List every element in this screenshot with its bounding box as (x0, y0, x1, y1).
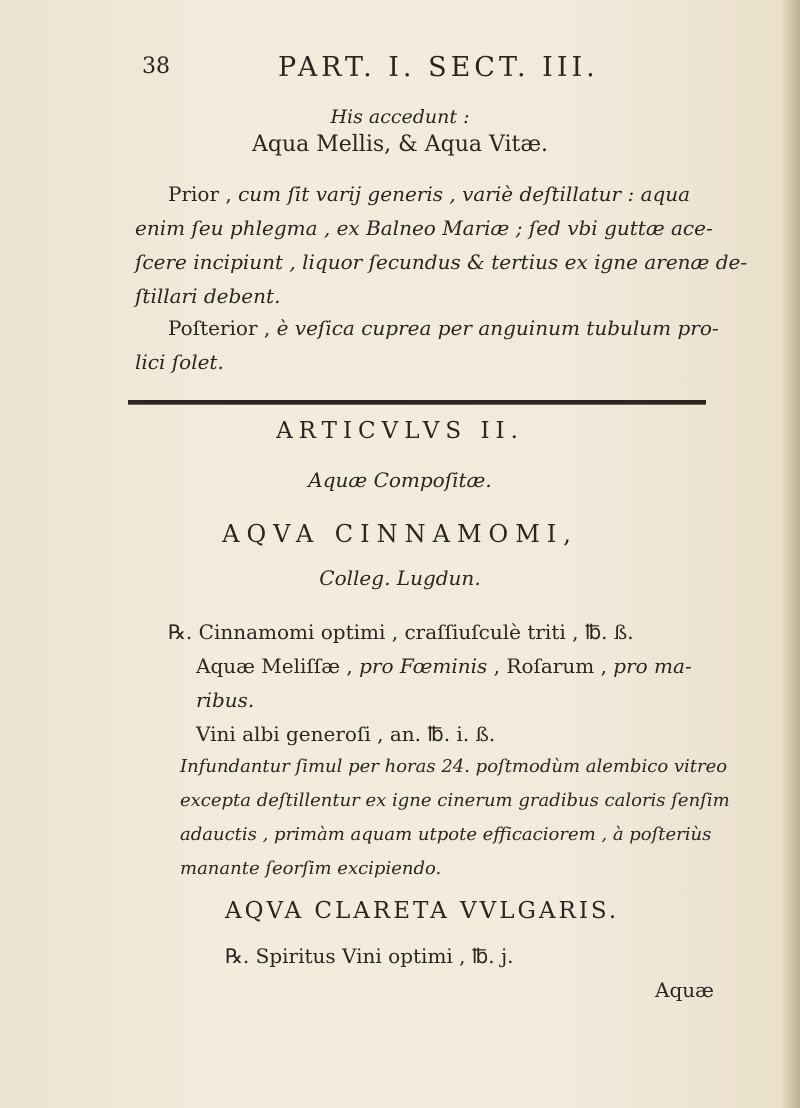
page-edge (782, 0, 800, 1108)
article-heading: ARTICVLVS II. (276, 418, 524, 444)
recipe2-line: ℞. Spiritus Vini optimi , ℔. j. (225, 944, 514, 968)
recipe-symbol: ℞. (168, 620, 193, 644)
subhead-aqua-mellis: Aqua Mellis, & Aqua Vitæ. (251, 132, 549, 157)
instruction-line-3: adauctis , primàm aquam utpote efficaciorem , à poſteriùs (180, 824, 712, 845)
posterior-line-2: lici ſolet. (135, 350, 224, 374)
recipe1-line-1: ℞. Cinnamomi optimi , craſſiuſculè triti , ℔. ß. (168, 620, 634, 644)
page-number: 38 (142, 54, 170, 79)
prior-line-2: enim ſeu phlegma , ex Balneo Mariæ ; ſed vbi guttæ ace- (135, 216, 713, 240)
posterior-line-1: Poſterior , è veſica cuprea per anguinum tubulum pro- (168, 316, 719, 340)
section-rule (128, 400, 706, 405)
prior-line-3: ſcere incipiunt , liquor ſecundus & tertius ex igne arenæ de- (135, 250, 748, 274)
intro-line: His accedunt : (330, 106, 470, 128)
prior-line-4: ſtillari debent. (135, 284, 281, 308)
recipe1-line-2: Aquæ Meliſſæ , pro Fœminis , Roſarum , pro ma- (196, 654, 692, 678)
article-subheading: Aquæ Compoſitæ. (308, 468, 492, 492)
recipe-symbol: ℞. (225, 944, 250, 968)
recipe-source: Colleg. Lugdun. (319, 566, 481, 590)
instruction-line-2: excepta deſtillentur ex igne cinerum gradibus caloris ſenſim (180, 790, 730, 811)
recipe1-line-3: ribus. (196, 688, 255, 712)
instruction-line-4: manante ſeorſim excipiendo. (180, 858, 442, 879)
recipe-title-cinnamomi: AQVA CINNAMOMI, (222, 520, 578, 548)
prior-line-1: Prior , cum ſit varij generis , variè deſtillatur : aqua (168, 182, 691, 206)
recipe-title-clareta: AQVA CLARETA VVLGARIS. (225, 898, 620, 924)
header-title: PART. I. SECT. III. (278, 52, 599, 83)
instruction-line-1: Infundantur ſimul per horas 24. poſtmodùm alembico vitreo (180, 756, 728, 777)
catchword: Aquæ (655, 978, 714, 1002)
recipe1-line-4: Vini albi generoſi , an. ℔. i. ß. (196, 722, 496, 746)
